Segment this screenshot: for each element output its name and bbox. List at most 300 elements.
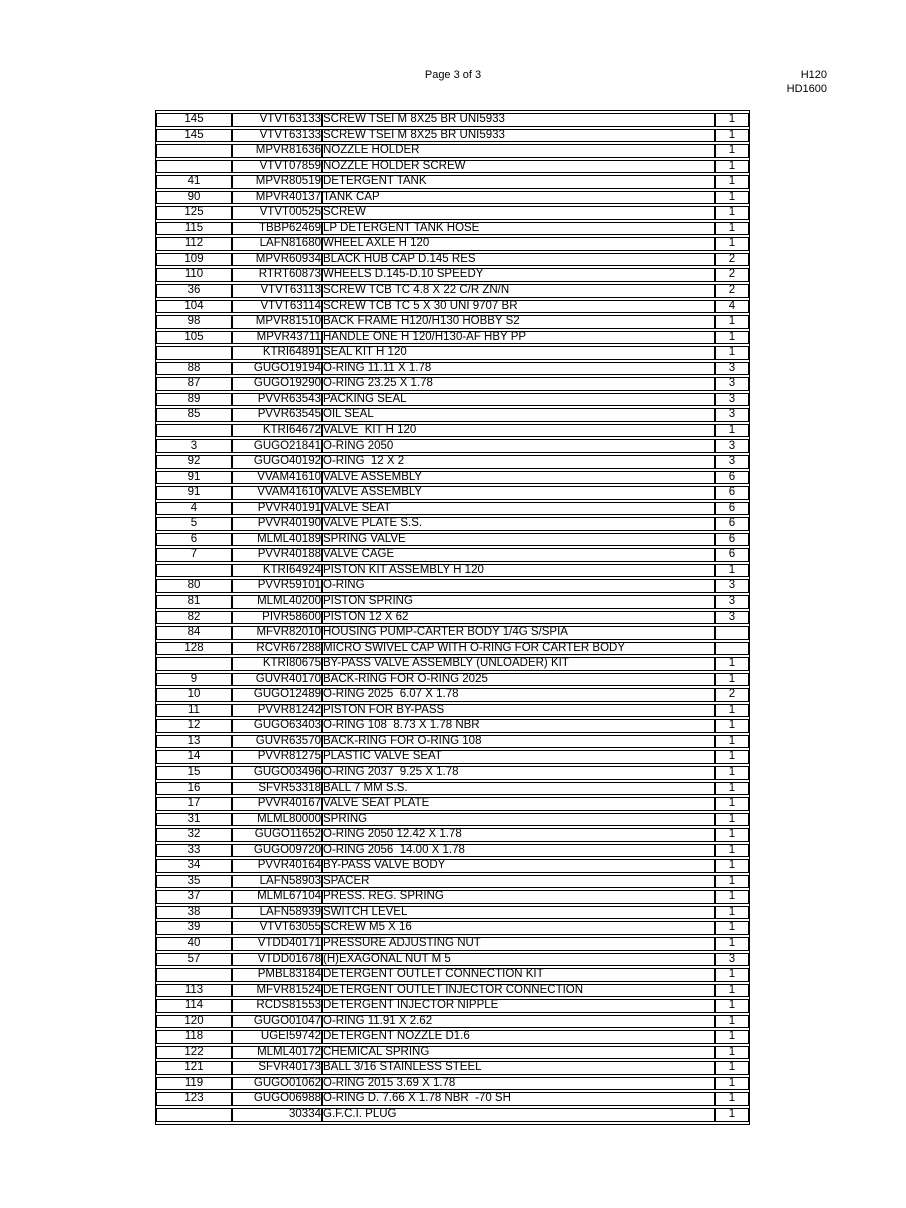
item-cell: 5: [156, 517, 232, 531]
code-cell: GUGO01047: [232, 1015, 322, 1029]
qty-cell: 3: [715, 439, 749, 453]
code-cell: VTVT07859: [232, 160, 322, 174]
table-row: [156, 1108, 749, 1122]
qty-cell: 1: [715, 113, 749, 127]
qty-cell: 1: [715, 719, 749, 733]
code-cell: MPVR40137: [232, 191, 322, 205]
code-cell: GUGO11652: [232, 828, 322, 842]
table-row: [156, 750, 749, 764]
description-cell: TANK CAP: [322, 191, 715, 205]
qty-cell: 6: [715, 471, 749, 485]
description-cell: DETERGENT NOZZLE D1.6: [322, 1030, 715, 1044]
code-cell: PVVR40191: [232, 502, 322, 516]
item-cell: 90: [156, 191, 232, 205]
description-cell: OIL SEAL: [322, 408, 715, 422]
description-cell: SCREW TCB TC 4.8 X 22 C/R ZN/N: [322, 284, 715, 298]
model-line-1: H120: [800, 69, 827, 81]
item-cell: 125: [156, 206, 232, 220]
table-row: [156, 160, 749, 174]
qty-cell: 2: [715, 253, 749, 267]
description-cell: WHEEL AXLE H 120: [322, 237, 715, 251]
item-cell: 88: [156, 362, 232, 376]
code-cell: RCVR67288: [232, 642, 322, 656]
description-cell: SEAL KIT H 120: [322, 346, 715, 360]
table-row: [156, 284, 749, 298]
qty-cell: 1: [715, 175, 749, 189]
model-header: [787, 68, 827, 96]
description-cell: O-RING 2050 12.42 X 1.78: [322, 828, 715, 842]
description-cell: NOZZLE HOLDER: [322, 144, 715, 158]
item-cell: 80: [156, 579, 232, 593]
item-cell: 128: [156, 642, 232, 656]
table-row: [156, 222, 749, 236]
description-cell: O-RING 12 X 2: [322, 455, 715, 469]
description-cell: BACK FRAME H120/H130 HOBBY S2: [322, 315, 715, 329]
table-row: [156, 782, 749, 796]
item-cell: [156, 564, 232, 578]
code-cell: PVVR63545: [232, 408, 322, 422]
description-cell: O-RING 2025 6.07 X 1.78: [322, 688, 715, 702]
code-cell: MPVR80519: [232, 175, 322, 189]
description-cell: VALVE KIT H 120: [322, 424, 715, 438]
code-cell: 30334: [232, 1108, 322, 1122]
item-cell: 57: [156, 953, 232, 967]
code-cell: VVAM41610: [232, 486, 322, 500]
description-cell: BLACK HUB CAP D.145 RES: [322, 253, 715, 267]
table-row: [156, 300, 749, 314]
item-cell: [156, 1108, 232, 1122]
table-row: [156, 1015, 749, 1029]
description-cell: PISTON SPRING: [322, 595, 715, 609]
qty-cell: 1: [715, 1108, 749, 1122]
code-cell: GUGO19290: [232, 377, 322, 391]
item-cell: 37: [156, 890, 232, 904]
table-row: [156, 471, 749, 485]
code-cell: SFVR53318: [232, 782, 322, 796]
qty-cell: 3: [715, 377, 749, 391]
item-cell: [156, 424, 232, 438]
qty-cell: 1: [715, 844, 749, 858]
item-cell: 112: [156, 237, 232, 251]
description-cell: HOUSING PUMP-CARTER BODY 1/4G S/SPIA: [322, 626, 715, 640]
description-cell: DETERGENT OUTLET INJECTOR CONNECTION: [322, 984, 715, 998]
code-cell: GUGO19194: [232, 362, 322, 376]
item-cell: 12: [156, 719, 232, 733]
qty-cell: 3: [715, 362, 749, 376]
description-cell: VALVE SEAT PLATE: [322, 797, 715, 811]
table-row: [156, 439, 749, 453]
qty-cell: 1: [715, 797, 749, 811]
parts-table-body: [156, 113, 749, 1122]
qty-cell: 1: [715, 315, 749, 329]
item-cell: 41: [156, 175, 232, 189]
description-cell: VALVE CAGE: [322, 548, 715, 562]
code-cell: GUVR40170: [232, 673, 322, 687]
table-row: [156, 129, 749, 143]
qty-cell: 6: [715, 517, 749, 531]
description-cell: BY-PASS VALVE BODY: [322, 859, 715, 873]
table-row: [156, 144, 749, 158]
description-cell: BACK-RING FOR O-RING 108: [322, 735, 715, 749]
item-cell: 145: [156, 129, 232, 143]
item-cell: 91: [156, 486, 232, 500]
description-cell: LP DETERGENT TANK HOSE: [322, 222, 715, 236]
code-cell: SFVR40173: [232, 1061, 322, 1075]
qty-cell: 1: [715, 1092, 749, 1106]
qty-cell: 3: [715, 455, 749, 469]
table-row: [156, 1092, 749, 1106]
item-cell: 7: [156, 548, 232, 562]
qty-cell: 1: [715, 828, 749, 842]
table-row: [156, 719, 749, 733]
qty-cell: 1: [715, 1030, 749, 1044]
qty-cell: 6: [715, 486, 749, 500]
description-cell: PACKING SEAL: [322, 393, 715, 407]
qty-cell: 3: [715, 579, 749, 593]
item-cell: 34: [156, 859, 232, 873]
description-cell: NOZZLE HOLDER SCREW: [322, 160, 715, 174]
item-cell: 119: [156, 1077, 232, 1091]
table-row: [156, 206, 749, 220]
code-cell: GUGO09720: [232, 844, 322, 858]
item-cell: 32: [156, 828, 232, 842]
code-cell: VTVT00525: [232, 206, 322, 220]
qty-cell: 1: [715, 875, 749, 889]
table-row: [156, 502, 749, 516]
page-number-text: Page 3 of 3: [424, 69, 482, 81]
qty-cell: 3: [715, 595, 749, 609]
description-cell: BY-PASS VALVE ASSEMBLY (UNLOADER) KIT: [322, 657, 715, 671]
table-row: [156, 362, 749, 376]
item-cell: 109: [156, 253, 232, 267]
code-cell: PMBL83184: [232, 968, 322, 982]
item-cell: 13: [156, 735, 232, 749]
code-cell: GUGO12489: [232, 688, 322, 702]
description-cell: O-RING 108 8.73 X 1.78 NBR: [322, 719, 715, 733]
qty-cell: 1: [715, 346, 749, 360]
description-cell: O-RING 23.25 X 1.78: [322, 377, 715, 391]
description-cell: SPRING: [322, 813, 715, 827]
code-cell: LAFN58939: [232, 906, 322, 920]
code-cell: KTRI64891: [232, 346, 322, 360]
table-row: [156, 688, 749, 702]
description-cell: CHEMICAL SPRING: [322, 1046, 715, 1060]
table-row: [156, 828, 749, 842]
item-cell: 122: [156, 1046, 232, 1060]
description-cell: PISTON 12 X 62: [322, 611, 715, 625]
description-cell: PISTON FOR BY-PASS: [322, 704, 715, 718]
description-cell: BALL 3/16 STAINLESS STEEL: [322, 1061, 715, 1075]
qty-cell: 1: [715, 1061, 749, 1075]
table-row: [156, 953, 749, 967]
table-row: [156, 1061, 749, 1075]
qty-cell: 1: [715, 237, 749, 251]
code-cell: GUGO03496: [232, 766, 322, 780]
description-cell: PISTON KIT ASSEMBLY H 120: [322, 564, 715, 578]
qty-cell: 1: [715, 906, 749, 920]
qty-cell: [715, 642, 749, 656]
table-row: [156, 331, 749, 345]
table-row: [156, 984, 749, 998]
table-row: [156, 315, 749, 329]
code-cell: PVVR40164: [232, 859, 322, 873]
item-cell: [156, 144, 232, 158]
item-cell: 39: [156, 921, 232, 935]
item-cell: 105: [156, 331, 232, 345]
table-row: [156, 486, 749, 500]
description-cell: O-RING: [322, 579, 715, 593]
code-cell: KTRI64672: [232, 424, 322, 438]
description-cell: O-RING 2015 3.69 X 1.78: [322, 1077, 715, 1091]
table-row: [156, 595, 749, 609]
code-cell: VTVT63055: [232, 921, 322, 935]
qty-cell: 1: [715, 735, 749, 749]
description-cell: SCREW TSEI M 8X25 BR UNI5933: [322, 129, 715, 143]
code-cell: UGEI59742: [232, 1030, 322, 1044]
description-cell: SCREW M5 X 16: [322, 921, 715, 935]
description-cell: WHEELS D.145-D.10 SPEEDY: [322, 268, 715, 282]
description-cell: O-RING 11.11 X 1.78: [322, 362, 715, 376]
item-cell: 11: [156, 704, 232, 718]
qty-cell: 4: [715, 300, 749, 314]
description-cell: MICRO SWIVEL CAP WITH O-RING FOR CARTER BODY: [322, 642, 715, 656]
description-cell: O-RING 11.91 X 2.62: [322, 1015, 715, 1029]
qty-cell: 3: [715, 393, 749, 407]
item-cell: 15: [156, 766, 232, 780]
item-cell: 35: [156, 875, 232, 889]
code-cell: MPVR60934: [232, 253, 322, 267]
item-cell: 9: [156, 673, 232, 687]
code-cell: MFVR81524: [232, 984, 322, 998]
table-row: [156, 455, 749, 469]
qty-cell: 2: [715, 284, 749, 298]
table-row: [156, 968, 749, 982]
table-row: [156, 844, 749, 858]
item-cell: 33: [156, 844, 232, 858]
qty-cell: 1: [715, 813, 749, 827]
qty-cell: 1: [715, 984, 749, 998]
code-cell: RCDS81553: [232, 999, 322, 1013]
qty-cell: 3: [715, 408, 749, 422]
code-cell: PVVR40167: [232, 797, 322, 811]
code-cell: VTVT63113: [232, 284, 322, 298]
table-row: [156, 191, 749, 205]
qty-cell: 1: [715, 331, 749, 345]
qty-cell: 1: [715, 859, 749, 873]
table-row: [156, 408, 749, 422]
qty-cell: 1: [715, 673, 749, 687]
description-cell: O-RING 2050: [322, 439, 715, 453]
code-cell: GUGO06988: [232, 1092, 322, 1106]
qty-cell: 1: [715, 564, 749, 578]
description-cell: PLASTIC VALVE SEAT: [322, 750, 715, 764]
table-row: [156, 906, 749, 920]
description-cell: HANDLE ONE H 120/H130-AF HBY PP: [322, 331, 715, 345]
item-cell: 145: [156, 113, 232, 127]
table-row: [156, 813, 749, 827]
code-cell: VTDD40171: [232, 937, 322, 951]
item-cell: 4: [156, 502, 232, 516]
qty-cell: 6: [715, 548, 749, 562]
table-row: [156, 766, 749, 780]
description-cell: VALVE SEAT: [322, 502, 715, 516]
code-cell: MLML40172: [232, 1046, 322, 1060]
qty-cell: 1: [715, 1046, 749, 1060]
qty-cell: 1: [715, 704, 749, 718]
table-row: [156, 937, 749, 951]
description-cell: O-RING 2037 9.25 X 1.78: [322, 766, 715, 780]
description-cell: SCREW TSEI M 8X25 BR UNI5933: [322, 113, 715, 127]
table-row: [156, 921, 749, 935]
item-cell: 82: [156, 611, 232, 625]
code-cell: LAFN81680: [232, 237, 322, 251]
code-cell: MLML67104: [232, 890, 322, 904]
item-cell: 10: [156, 688, 232, 702]
description-cell: O-RING 2056 14.00 X 1.78: [322, 844, 715, 858]
table-row: [156, 1046, 749, 1060]
code-cell: VVAM41610: [232, 471, 322, 485]
item-cell: [156, 346, 232, 360]
item-cell: [156, 968, 232, 982]
code-cell: KTRI64924: [232, 564, 322, 578]
description-cell: BACK-RING FOR O-RING 2025: [322, 673, 715, 687]
table-row: [156, 346, 749, 360]
description-cell: PRESS. REG. SPRING: [322, 890, 715, 904]
qty-cell: 1: [715, 750, 749, 764]
qty-cell: 1: [715, 999, 749, 1013]
qty-cell: 2: [715, 268, 749, 282]
code-cell: MFVR82010: [232, 626, 322, 640]
item-cell: 84: [156, 626, 232, 640]
code-cell: MLML40200: [232, 595, 322, 609]
qty-cell: 1: [715, 144, 749, 158]
table-row: [156, 673, 749, 687]
description-cell: DETERGENT TANK: [322, 175, 715, 189]
table-row: [156, 533, 749, 547]
item-cell: 121: [156, 1061, 232, 1075]
table-row: [156, 1077, 749, 1091]
qty-cell: 1: [715, 222, 749, 236]
description-cell: (H)EXAGONAL NUT M 5: [322, 953, 715, 967]
table-row: [156, 564, 749, 578]
item-cell: 14: [156, 750, 232, 764]
description-cell: VALVE ASSEMBLY: [322, 486, 715, 500]
qty-cell: 2: [715, 688, 749, 702]
code-cell: PIVR58600: [232, 611, 322, 625]
qty-cell: [715, 626, 749, 640]
code-cell: PVVR59101: [232, 579, 322, 593]
item-cell: 113: [156, 984, 232, 998]
table-row: [156, 237, 749, 251]
item-cell: 31: [156, 813, 232, 827]
table-row: [156, 999, 749, 1013]
code-cell: PVVR40188: [232, 548, 322, 562]
code-cell: GUVR63570: [232, 735, 322, 749]
item-cell: 36: [156, 284, 232, 298]
table-row: [156, 875, 749, 889]
code-cell: MPVR43711: [232, 331, 322, 345]
table-row: [156, 611, 749, 625]
code-cell: MLML80000: [232, 813, 322, 827]
description-cell: SWITCH LEVEL: [322, 906, 715, 920]
item-cell: 120: [156, 1015, 232, 1029]
item-cell: 3: [156, 439, 232, 453]
qty-cell: 3: [715, 611, 749, 625]
item-cell: 92: [156, 455, 232, 469]
table-row: [156, 657, 749, 671]
description-cell: SPRING VALVE: [322, 533, 715, 547]
item-cell: 40: [156, 937, 232, 951]
code-cell: PVVR63543: [232, 393, 322, 407]
qty-cell: 1: [715, 160, 749, 174]
qty-cell: 6: [715, 533, 749, 547]
code-cell: PVVR81275: [232, 750, 322, 764]
qty-cell: 1: [715, 968, 749, 982]
code-cell: LAFN58903: [232, 875, 322, 889]
item-cell: 98: [156, 315, 232, 329]
model-line-2: HD1600: [786, 83, 827, 95]
qty-cell: 1: [715, 782, 749, 796]
description-cell: VALVE PLATE S.S.: [322, 517, 715, 531]
description-cell: G.F.C.I. PLUG: [322, 1108, 715, 1122]
item-cell: 81: [156, 595, 232, 609]
code-cell: MPVR81636: [232, 144, 322, 158]
code-cell: GUGO01062: [232, 1077, 322, 1091]
description-cell: PRESSURE ADJUSTING NUT: [322, 937, 715, 951]
qty-cell: 1: [715, 206, 749, 220]
qty-cell: 1: [715, 129, 749, 143]
code-cell: GUGO21841: [232, 439, 322, 453]
qty-cell: 1: [715, 766, 749, 780]
description-cell: SPACER: [322, 875, 715, 889]
table-row: [156, 393, 749, 407]
code-cell: PVVR40190: [232, 517, 322, 531]
item-cell: 16: [156, 782, 232, 796]
qty-cell: 1: [715, 424, 749, 438]
table-row: [156, 548, 749, 562]
parts-table: [155, 110, 750, 1125]
code-cell: VTDD01678: [232, 953, 322, 967]
table-row: [156, 859, 749, 873]
description-cell: VALVE ASSEMBLY: [322, 471, 715, 485]
table-row: [156, 626, 749, 640]
item-cell: [156, 657, 232, 671]
item-cell: 87: [156, 377, 232, 391]
item-cell: 6: [156, 533, 232, 547]
code-cell: GUGO63403: [232, 719, 322, 733]
qty-cell: 1: [715, 1015, 749, 1029]
code-cell: VTVT63133: [232, 129, 322, 143]
item-cell: 114: [156, 999, 232, 1013]
code-cell: GUGO40192: [232, 455, 322, 469]
item-cell: 118: [156, 1030, 232, 1044]
table-row: [156, 253, 749, 267]
table-row: [156, 517, 749, 531]
description-cell: SCREW TCB TC 5 X 30 UNI 9707 BR: [322, 300, 715, 314]
qty-cell: 1: [715, 890, 749, 904]
code-cell: KTRI80675: [232, 657, 322, 671]
description-cell: BALL 7 MM S.S.: [322, 782, 715, 796]
description-cell: O-RING D. 7.66 X 1.78 NBR -70 SH: [322, 1092, 715, 1106]
qty-cell: 6: [715, 502, 749, 516]
code-cell: MPVR81510: [232, 315, 322, 329]
item-cell: 89: [156, 393, 232, 407]
description-cell: DETERGENT OUTLET CONNECTION KIT: [322, 968, 715, 982]
table-row: [156, 268, 749, 282]
table-row: [156, 424, 749, 438]
item-cell: 110: [156, 268, 232, 282]
qty-cell: 1: [715, 937, 749, 951]
